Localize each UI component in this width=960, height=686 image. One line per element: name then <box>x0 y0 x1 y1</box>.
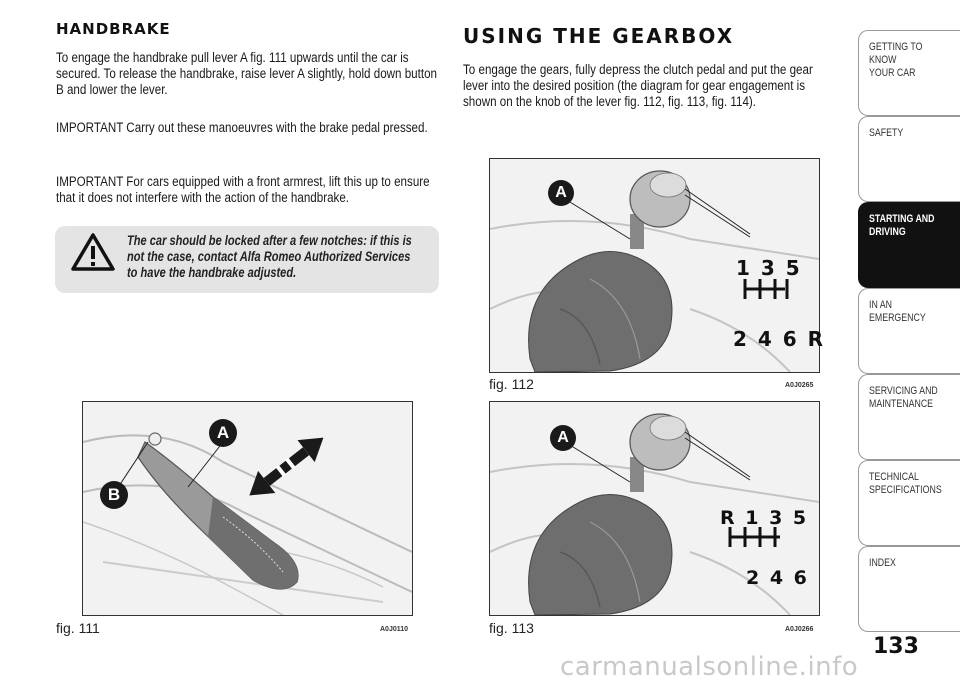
tab-getting-to-know-your-car[interactable] <box>858 30 960 116</box>
fig112-top-row-gears: 1 3 5 <box>736 256 802 280</box>
marker-b-fig111: B <box>100 481 128 509</box>
fig112-bottom-row-gears: 2 4 6 R <box>733 327 826 351</box>
tab-label: SAFETY <box>869 127 904 139</box>
figure-113-code: A0J0266 <box>785 626 814 633</box>
handbrake-illustration <box>83 402 412 615</box>
gearbox-heading: USING THE GEARBOX <box>463 24 735 48</box>
figure-111-label: fig. 111 <box>56 620 100 636</box>
tab-safety[interactable] <box>858 116 960 202</box>
tab-starting-and-driving[interactable] <box>858 202 960 288</box>
figure-111-image <box>82 401 413 616</box>
warning-triangle-icon <box>70 232 116 272</box>
figure-112-code: A0J0265 <box>785 382 814 389</box>
handbrake-paragraph-1: To engage the handbrake pull lever A fig. 111 upwards until the car is secured. To release the handbrake, raise lever A slightly, hold down button B and lower the lever. <box>56 50 438 97</box>
figure-111-code: A0J0110 <box>380 626 409 633</box>
page-number: 133 <box>873 634 919 659</box>
tab-servicing-and-maintenance[interactable] <box>858 374 960 460</box>
figure-112-label: fig. 112 <box>489 376 534 392</box>
tab-label: IN AN EMERGENCY <box>869 299 926 324</box>
handbrake-paragraph-2: IMPORTANT Carry out these manoeuvres with the brake pedal pressed. <box>56 120 428 135</box>
tab-technical-specifications[interactable] <box>858 460 960 546</box>
marker-a-fig112: A <box>548 180 574 206</box>
gearbox-paragraph: To engage the gears, fully depress the clutch pedal and put the gear lever into the desired position (the diagram for gear engagement is shown on the knob of the lever fig. 112, fig. 113, fig. 114). <box>463 62 813 109</box>
tab-label: TECHNICAL SPECIFICATIONS <box>869 471 942 496</box>
tab-index[interactable] <box>858 546 960 632</box>
watermark-text: carmanualsonline.info <box>560 652 859 682</box>
tab-label: STARTING AND DRIVING <box>869 213 935 238</box>
tab-in-an-emergency[interactable] <box>858 288 960 374</box>
warning-text: The car should be locked after a few notches: if this is not the case, contact Alfa Romeo Authorized Services to have the handbrake adjusted. <box>127 233 412 280</box>
handbrake-paragraph-3: IMPORTANT For cars equipped with a front armrest, lift this up to ensure that it does not interfere with the action of the handbrake. <box>56 174 430 205</box>
figure-113-label: fig. 113 <box>489 620 534 636</box>
marker-a-fig111: A <box>209 419 237 447</box>
handbrake-heading: HANDBRAKE <box>56 20 171 38</box>
tab-label: SERVICING AND MAINTENANCE <box>869 385 938 410</box>
fig113-top-row-gears: R 1 3 5 <box>720 507 809 529</box>
tab-label: GETTING TO KNOW YOUR CAR <box>869 41 923 79</box>
tab-label: INDEX <box>869 557 896 569</box>
fig113-bottom-row-gears: 2 4 6 <box>746 567 809 589</box>
marker-a-fig113: A <box>550 425 576 451</box>
